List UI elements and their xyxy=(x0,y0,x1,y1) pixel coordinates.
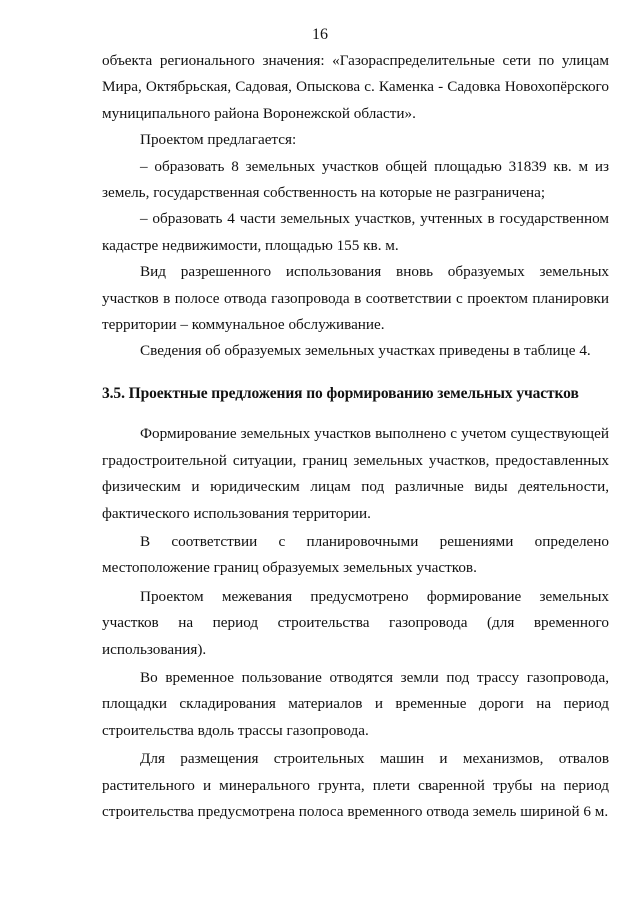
paragraph-object-description: объекта регионального значения: «Газораспределительные сети по улицам Мира, Октябрьская, Садовая, Опыскова с. Каменка - Садовка Новохопёрского муниципального района Воронежской области». xyxy=(102,52,609,122)
paragraph-project-proposes: Проектом предлагается: xyxy=(140,131,297,149)
paragraph-formation: Формирование земельных участков выполнено с учетом существующей градостроительной ситуации, границ земельных участков, предоставленных физическим и юридическим лицам под различные виды деятельности, фактического использования территории. xyxy=(102,425,609,522)
paragraph-permitted-use: Вид разрешенного использования вновь образуемых земельных участков в полосе отвода газопровода в соответствии с проектом планировки территории – коммунальное обслуживание. xyxy=(102,263,609,334)
document-body xyxy=(102,48,609,825)
paragraph-boundaries: В соответствии с планировочными решениями определено местоположение границ образуемых земельных участков. xyxy=(102,532,609,577)
list-item-form-parts: – образовать 4 части земельных участков, учтенных в государственном кадастре недвижимости, площадью 155 кв. м. xyxy=(102,210,609,254)
page-number: 16 xyxy=(312,26,328,43)
list-item-form-plots: – образовать 8 земельных участков общей площадью 31839 кв. м из земель, государственная собственность на которые не разграничена; xyxy=(102,157,609,202)
paragraph-temporary-use: Во временное пользование отводятся земли под трассу газопровода, площадки складирования материалов и временные дороги на период строительства вдоль трассы газопровода. xyxy=(102,668,609,739)
paragraph-survey-plan: Проектом межевания предусмотрено формирование земельных участков на период строительства газопровода (для временного использования). xyxy=(102,587,609,658)
paragraph-table-reference: Сведения об образуемых земельных участках приведены в таблице 4. xyxy=(140,342,591,360)
paragraph-construction-strip: Для размещения строительных машин и механизмов, отвалов растительного и минерального грунта, плети сваренной трубы на период строительства предусмотрена полоса временного отвода земель шириной 6 м. xyxy=(102,750,609,820)
section-heading: 3.5. Проектные предложения по формированию земельных участков xyxy=(102,384,579,402)
